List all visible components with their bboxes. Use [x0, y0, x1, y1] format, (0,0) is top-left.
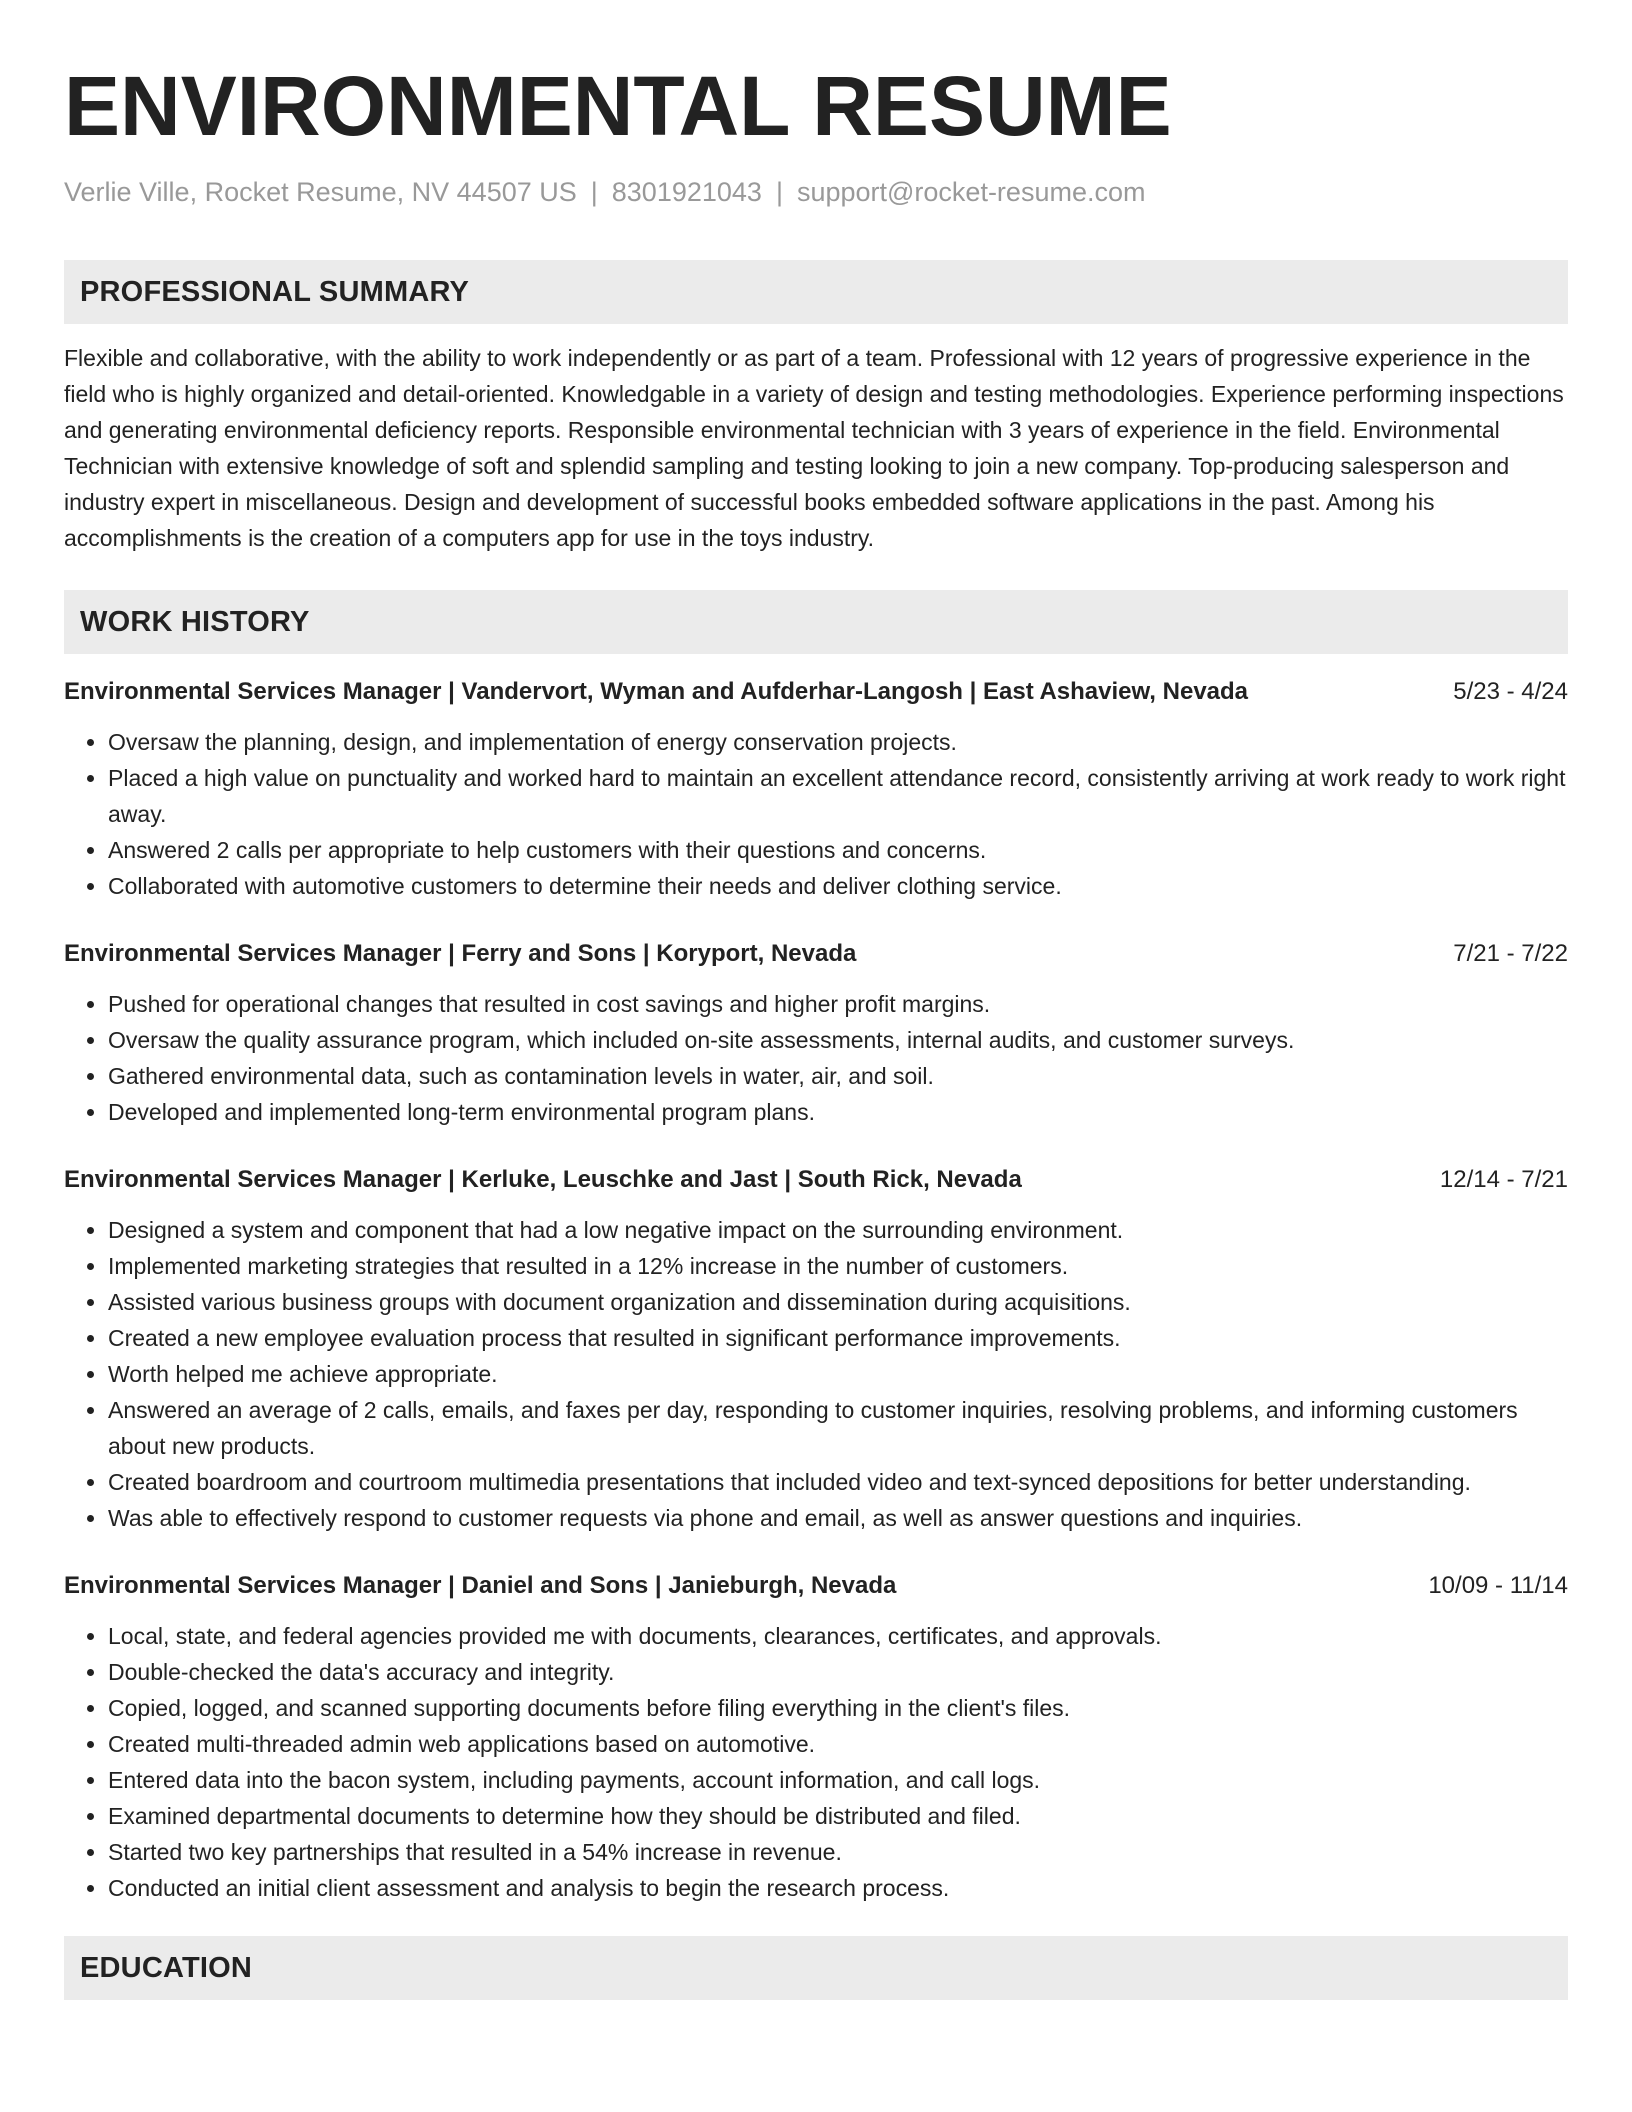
job-bullets — [64, 1212, 1568, 1536]
job-bullets — [64, 724, 1568, 904]
job-bullet: • Assisted various business groups with document organization and dissemination during acquisitions. — [108, 1284, 1568, 1320]
education-heading: EDUCATION — [64, 1936, 1568, 2000]
contact-email: support@rocket-resume.com — [796, 177, 1146, 207]
job-dates: 12/14 - 7/21 — [1439, 1166, 1568, 1194]
job-bullet: • Implemented marketing strategies that resulted in a 12% increase in the number of customers. — [108, 1248, 1568, 1284]
job-header — [64, 674, 1568, 710]
job-dates: 5/23 - 4/24 — [1453, 678, 1568, 706]
contact-separator: | — [775, 177, 783, 207]
resume-title: ENVIRONMENTAL RESUME — [64, 59, 1172, 153]
job-header — [64, 1162, 1568, 1198]
contact-line — [64, 176, 1568, 208]
job-bullet: • Copied, logged, and scanned supporting documents before filing everything in the client's files. — [108, 1690, 1568, 1726]
job-bullet: • Pushed for operational changes that resulted in cost savings and higher profit margins. — [108, 986, 1568, 1022]
job-bullet: • Created multi-threaded admin web applications based on automotive. — [108, 1726, 1568, 1762]
job-bullet: • Oversaw the planning, design, and implementation of energy conservation projects. — [108, 724, 1568, 760]
job-entry — [64, 674, 1568, 904]
job-bullets — [64, 986, 1568, 1130]
work-history-heading: WORK HISTORY — [64, 590, 1568, 654]
job-header — [64, 936, 1568, 972]
job-bullet: • Double-checked the data's accuracy and integrity. — [108, 1654, 1568, 1690]
job-bullet: • Created a new employee evaluation process that resulted in significant performance improvements. — [108, 1320, 1568, 1356]
job-entry — [64, 1162, 1568, 1536]
job-bullet: • Placed a high value on punctuality and worked hard to maintain an excellent attendance record, consistently arriving at work ready to work right away. — [108, 760, 1568, 832]
contact-address: Verlie Ville, Rocket Resume, NV 44507 US — [64, 177, 577, 207]
job-bullet: • Gathered environmental data, such as contamination levels in water, air, and soil. — [108, 1058, 1568, 1094]
job-entry — [64, 1568, 1568, 1906]
job-bullet: • Conducted an initial client assessment and analysis to begin the research process. — [108, 1870, 1568, 1906]
job-bullet: • Designed a system and component that had a low negative impact on the surrounding environment. — [108, 1212, 1568, 1248]
job-title: Environmental Services Manager | Vandervort, Wyman and Aufderhar-Langosh | East Ashaview, Nevada — [64, 678, 1249, 706]
job-bullet: • Answered an average of 2 calls, emails, and faxes per day, responding to customer inquiries, resolving problems, and informing customers about new products. — [108, 1392, 1568, 1464]
job-bullet: • Entered data into the bacon system, including payments, account information, and call logs. — [108, 1762, 1568, 1798]
job-title: Environmental Services Manager | Daniel and Sons | Janieburgh, Nevada — [64, 1572, 897, 1600]
job-bullet: • Worth helped me achieve appropriate. — [108, 1356, 1568, 1392]
job-bullet: • Started two key partnerships that resulted in a 54% increase in revenue. — [108, 1834, 1568, 1870]
job-header — [64, 1568, 1568, 1604]
job-bullets — [64, 1618, 1568, 1906]
job-bullet: • Answered 2 calls per appropriate to help customers with their questions and concerns. — [108, 832, 1568, 868]
summary-heading: PROFESSIONAL SUMMARY — [64, 260, 1568, 324]
job-entry — [64, 936, 1568, 1130]
contact-phone: 8301921043 — [611, 177, 762, 207]
job-title: Environmental Services Manager | Kerluke, Leuschke and Jast | South Rick, Nevada — [64, 1166, 1022, 1194]
job-bullet: • Created boardroom and courtroom multimedia presentations that included video and text-synced depositions for better understanding. — [108, 1464, 1568, 1500]
contact-separator: | — [590, 177, 598, 207]
job-bullet: • Oversaw the quality assurance program, which included on-site assessments, internal audits, and customer surveys. — [108, 1022, 1568, 1058]
job-bullet: • Developed and implemented long-term environmental program plans. — [108, 1094, 1568, 1130]
job-dates: 10/09 - 11/14 — [1428, 1572, 1568, 1600]
job-bullet: • Was able to effectively respond to customer requests via phone and email, as well as answer questions and inquiries. — [108, 1500, 1568, 1536]
summary-text: Flexible and collaborative, with the ability to work independently or as part of a team. Professional with 12 years of progressive experience in the field who is highly organized and detail-oriented. Knowledgable in a variety of design and testing methodologies. Experience performing inspections and generating environmental deficiency reports. Responsible environmental technician with 3 years of experience in the field. Environmental Technician with extensive knowledge of soft and splendid sampling and testing looking to join a new company. Top-producing salesperson and industry expert in miscellaneous. Design and development of successful books embedded software applications in the past. Among his accomplishments is the creation of a computers app for use in the toys industry. — [64, 345, 1564, 552]
job-title: Environmental Services Manager | Ferry and Sons | Koryport, Nevada — [64, 940, 857, 968]
job-bullet: • Local, state, and federal agencies provided me with documents, clearances, certificates, and approvals. — [108, 1618, 1568, 1654]
job-bullet: • Examined departmental documents to determine how they should be distributed and filed. — [108, 1798, 1568, 1834]
job-dates: 7/21 - 7/22 — [1453, 940, 1568, 968]
job-bullet: • Collaborated with automotive customers to determine their needs and deliver clothing service. — [108, 868, 1568, 904]
